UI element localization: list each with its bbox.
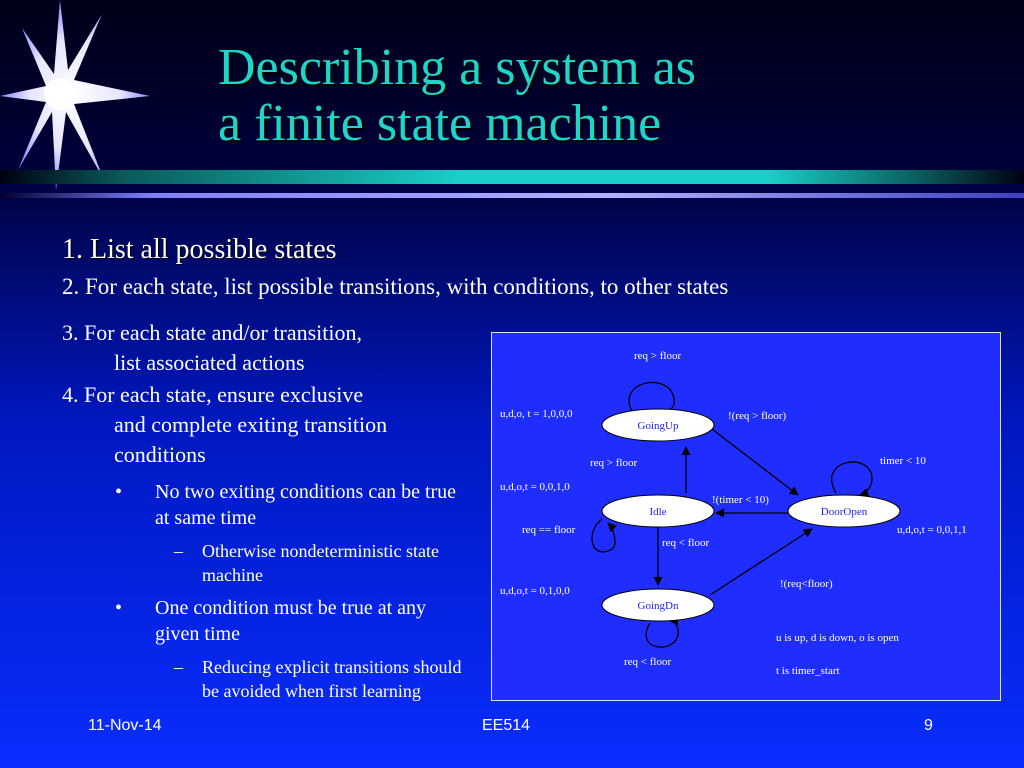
label-door-to-idle: !(timer < 10) xyxy=(712,494,769,506)
slide-title xyxy=(218,40,696,152)
label-idle-to-dn: req < floor xyxy=(662,537,710,549)
sub-bullet-explicit-transitions xyxy=(174,655,482,703)
step-2: 2. For each state, list possible transitions, with conditions, to other states xyxy=(62,274,729,299)
step-4 xyxy=(62,380,472,470)
state-machine-diagram xyxy=(491,332,1001,701)
edge-up-to-door xyxy=(712,429,798,495)
state-going-dn xyxy=(602,589,714,621)
label-idle-actions: u,d,o,t = 0,0,1,0 xyxy=(500,481,570,493)
label-door-self: timer < 10 xyxy=(880,455,926,467)
state-idle xyxy=(602,495,714,527)
dash-marker: – xyxy=(174,541,183,561)
label-dn-to-door: !(req<floor) xyxy=(780,578,833,590)
label-up-to-door: !(req > floor) xyxy=(728,410,787,422)
label-up-self: req > floor xyxy=(634,350,682,362)
state-label: DoorOpen xyxy=(820,506,868,518)
step-3-line-1: 3. For each state and/or transition, xyxy=(62,320,362,345)
edge-idle-self xyxy=(592,519,615,552)
edge-dn-self xyxy=(646,621,678,647)
state-door-open xyxy=(788,495,900,527)
label-dn-actions: u,d,o,t = 0,1,0,0 xyxy=(500,585,570,597)
sub-bullet-nondeterministic xyxy=(174,539,482,587)
state-going-up xyxy=(602,409,714,441)
state-label: GoingDn xyxy=(637,600,679,612)
bullet-exclusive xyxy=(115,479,475,531)
step-4-line-3: conditions xyxy=(114,442,206,467)
footer-page-number: 9 xyxy=(924,717,933,734)
label-idle-to-up: req > floor xyxy=(590,457,638,469)
label-door-actions: u,d,o,t = 0,0,1,1 xyxy=(897,524,967,536)
step-3-line-2: list associated actions xyxy=(114,350,305,375)
bullet-complete xyxy=(115,595,475,647)
label-dn-self: req < floor xyxy=(624,656,672,668)
title-line-1: Describing a system as xyxy=(218,39,697,96)
footer-date: 11-Nov-14 xyxy=(88,717,162,734)
step-1: 1. List all possible states xyxy=(62,234,337,265)
title-line-2: a finite state machine xyxy=(218,95,662,152)
footer-course: EE514 xyxy=(482,717,531,734)
state-label: GoingUp xyxy=(637,420,679,432)
edge-door-self xyxy=(832,462,872,495)
title-divider xyxy=(0,170,1024,184)
label-up-actions: u,d,o, t = 1,0,0,0 xyxy=(500,408,573,420)
sparkle-star-icon xyxy=(0,0,150,190)
sub-bullet-text: Reducing explicit transitions should be avoided when first learning xyxy=(202,657,462,701)
bullet-marker: • xyxy=(115,597,123,619)
legend-line-1: u is up, d is down, o is open xyxy=(776,632,899,644)
state-label: Idle xyxy=(649,506,667,518)
dash-marker: – xyxy=(174,657,183,677)
step-4-line-2: and complete exiting transition xyxy=(114,412,388,437)
step-3 xyxy=(62,318,472,378)
bullet-text: No two exiting conditions can be true at same time xyxy=(155,481,457,529)
sub-bullet-text: Otherwise nondeterministic state machine xyxy=(202,541,439,585)
bullet-text: One condition must be true at any given time xyxy=(155,597,427,645)
edge-up-self xyxy=(629,382,674,413)
step-4-line-1: 4. For each state, ensure exclusive xyxy=(62,382,364,407)
title-divider-thin xyxy=(0,193,1024,198)
bullet-marker: • xyxy=(115,481,123,503)
legend-line-2: t is timer_start xyxy=(776,665,840,677)
label-idle-self: req == floor xyxy=(522,524,576,536)
